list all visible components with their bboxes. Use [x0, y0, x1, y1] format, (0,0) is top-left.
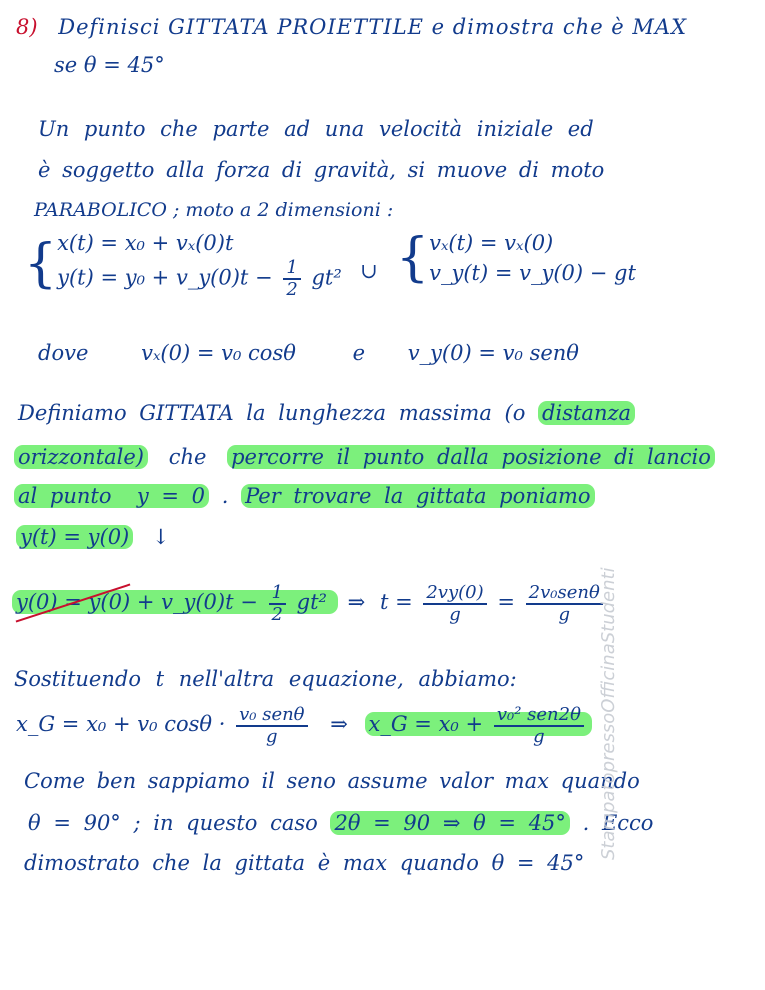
- left-brace: {: [24, 234, 58, 294]
- highlight: orizzontale): [14, 445, 148, 469]
- question-line-2: se θ = 45°: [54, 53, 165, 77]
- question-number: 8): [16, 15, 38, 39]
- vx-equation: vₓ(t) = vₓ(0): [429, 231, 554, 255]
- conclusion-line-2: θ = 90° ; in questo caso 2θ = 90 ⇒ θ = 45° . Ecco: [28, 811, 654, 835]
- down-arrow: ↓: [151, 525, 170, 549]
- x-equation: x(t) = x₀ + vₓ(0)t: [57, 231, 234, 255]
- question-text: Definisci GITTATA PROIETTILE e dimostra che è MAX: [58, 15, 688, 39]
- highlight: 2θ = 90 ⇒ θ = 45°: [330, 811, 569, 835]
- definition-line-4: [16, 522, 170, 552]
- definition-line-2: orizzontale) che percorre il punto dalla posizione di lancio: [14, 442, 715, 472]
- position-system: [24, 228, 342, 300]
- intro-line-3: PARABOLICO ; moto a 2 dimensioni :: [34, 199, 394, 221]
- highlight: distanza: [538, 401, 635, 425]
- y-equation: y(t) = y₀ + v_y(0)t − $\frac{1}{2}$ gt²: [57, 257, 342, 300]
- highlight: percorre il punto dalla posizione di lancio: [227, 445, 715, 469]
- struck-term: y(0) = y(0): [16, 580, 130, 624]
- half-fraction: $\frac{1}{2}$: [283, 258, 300, 300]
- vy-equation: v_y(t) = v_y(0) − gt: [429, 261, 636, 285]
- question-line-1: [16, 12, 687, 42]
- highlight: y(t) = y(0): [16, 525, 133, 549]
- definition-line-1: Definiamo GITTATA la lunghezza massima (o distanza: [18, 398, 635, 428]
- intro-line-2: è soggetto alla forza di gravità, si muove di moto: [38, 158, 605, 182]
- derivation-line: y(0) = y(0) + v_y(0)t − $\frac{1}{2}$ gt² ⇒ t = $\frac{2vy(0)}{g}$ = $\frac{\text{2v₀senθ}}{g}$: [12, 580, 607, 625]
- union-symbol: ∪: [360, 259, 378, 283]
- watermark: StampatopressoOfficinaStudenti: [598, 567, 619, 860]
- intro-line-1: Un punto che parte ad una velocità iniziale ed: [38, 117, 594, 141]
- highlight: x_G = x₀ + $\frac{\text{v₀² sen2θ}}{g}$: [365, 712, 592, 736]
- right-system-brace: {: [396, 228, 430, 288]
- highlight: Per trovare la gittata poniamo: [241, 484, 594, 508]
- range-equation-line: x_G = x₀ + v₀ cosθ · $\frac{\text{v₀ senθ}}{g}$ ⇒ x_G = x₀ + $\frac{\text{v₀² sen2θ}}{g}$: [16, 702, 592, 747]
- definition-line-3: al punto y = 0 . Per trovare la gittata poniamo: [14, 481, 595, 511]
- conclusion-line-3: dimostrato che la gittata è max quando θ = 45°: [24, 851, 585, 875]
- velocity-system: [396, 228, 636, 288]
- highlight: al punto y = 0: [14, 484, 209, 508]
- highlight: y(0) = y(0) + v_y(0)t − $\frac{1}{2}$ gt²: [12, 590, 338, 614]
- conclusion-line-1: Come ben sappiamo il seno assume valor max quando: [24, 769, 640, 793]
- substitution-line: Sostituendo t nell'altra equazione, abbiamo:: [14, 667, 517, 691]
- dove-line: dove vₓ(0) = v₀ cosθ e v_y(0) = v₀ senθ: [38, 341, 579, 365]
